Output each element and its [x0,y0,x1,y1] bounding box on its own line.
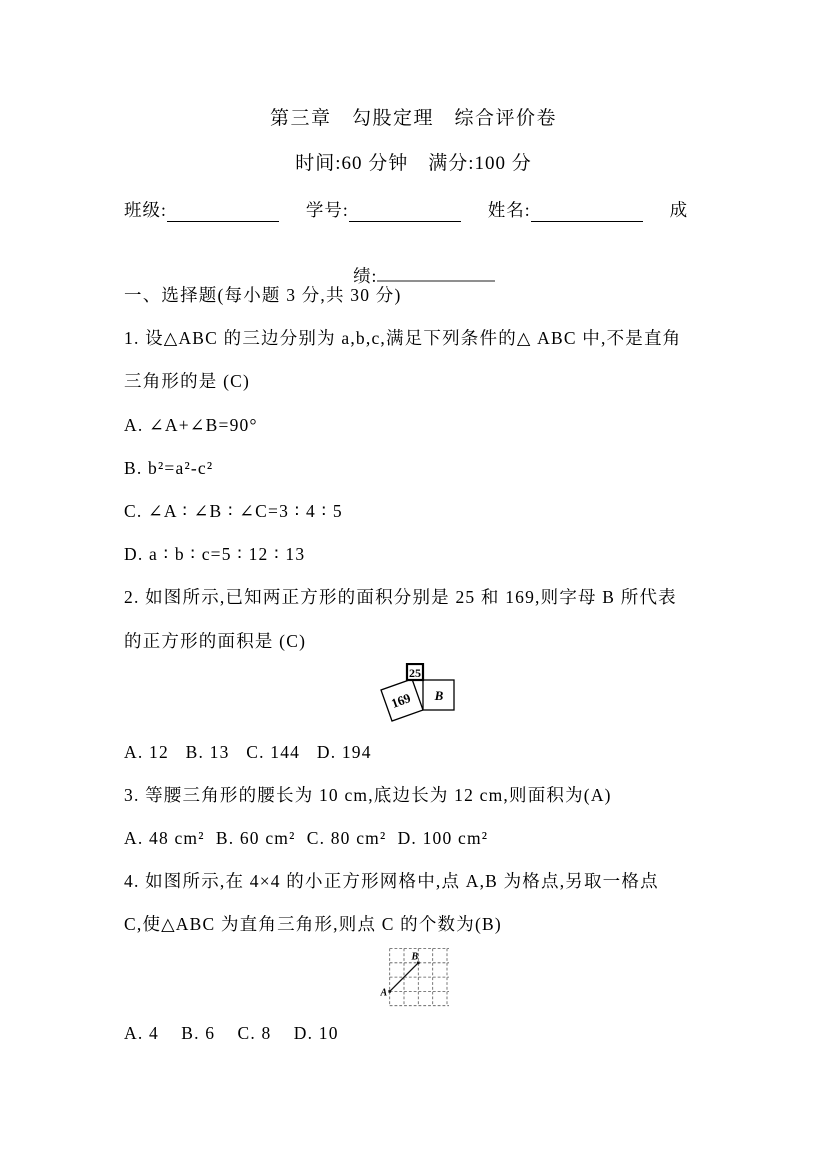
q4-options: A. 4 B. 6 C. 8 D. 10 [124,1022,339,1043]
q1-option-a: A. ∠A+∠B=90° [124,414,258,435]
point-b-label: B [411,951,419,963]
q2-options: A. 12 B. 13 C. 144 D. 194 [124,741,372,762]
score-label-part1: 成 [669,200,689,220]
q1-stem-line2: 三角形的是 (C) [124,371,251,392]
questions-area [124,274,716,1055]
q3-stem: 3. 等腰三角形的腰长为 10 cm,底边长为 12 cm,则面积为(A) [124,784,612,805]
doc-title: 第三章 勾股定理 综合评价卷 [269,108,557,129]
square-b-label: B [434,687,444,703]
q3-options: A. 48 cm² B. 60 cm² C. 80 cm² D. 100 cm² [124,828,489,849]
squares-diagram [355,663,475,731]
grid-diagram [380,947,452,1012]
q1-option-d: D. a ∶ b ∶ c=5 ∶ 12 ∶ 13 [124,544,306,565]
q1-stem-line1: 1. 设△ABC 的三边分别为 a,b,c,满足下列条件的△ ABC 中,不是直角 [124,328,682,349]
figure-pythagorean-squares [124,663,716,731]
name-blank [531,201,643,222]
q1-option-c: C. ∠A ∶ ∠B ∶ ∠C=3 ∶ 4 ∶ 5 [124,500,343,521]
student-info-row [124,197,702,222]
section-heading: 一、选择题(每小题 3 分,共 30 分) [124,285,402,305]
q4-stem-line1: 4. 如图所示,在 4×4 的小正方形网格中,点 A,B 为格点,另取一格点 [124,871,659,892]
q1-option-b: B. b²=a²-c² [124,457,214,478]
class-blank [167,201,279,222]
q2-stem-line2: 的正方形的面积是 (C) [124,630,307,651]
name-label: 姓名: [487,200,531,220]
q4-stem-line2: C,使△ABC 为直角三角形,则点 C 的个数为(B) [124,914,502,935]
square-25-label: 25 [409,665,421,680]
point-a [388,990,391,993]
class-label: 班级: [124,200,167,220]
doc-subtitle: 时间:60 分钟 满分:100 分 [295,153,532,174]
student-number-blank [349,201,461,222]
point-a-label: A [380,987,388,999]
student-number-label: 学号: [305,200,349,220]
grid-lines [390,948,449,1005]
q2-stem-line1: 2. 如图所示,已知两正方形的面积分别是 25 和 169,则字母 B 所代表 [124,587,677,608]
square-169-label: 169 [389,689,413,711]
score-label-part2: 绩: [353,266,378,286]
figure-grid [124,947,716,1012]
